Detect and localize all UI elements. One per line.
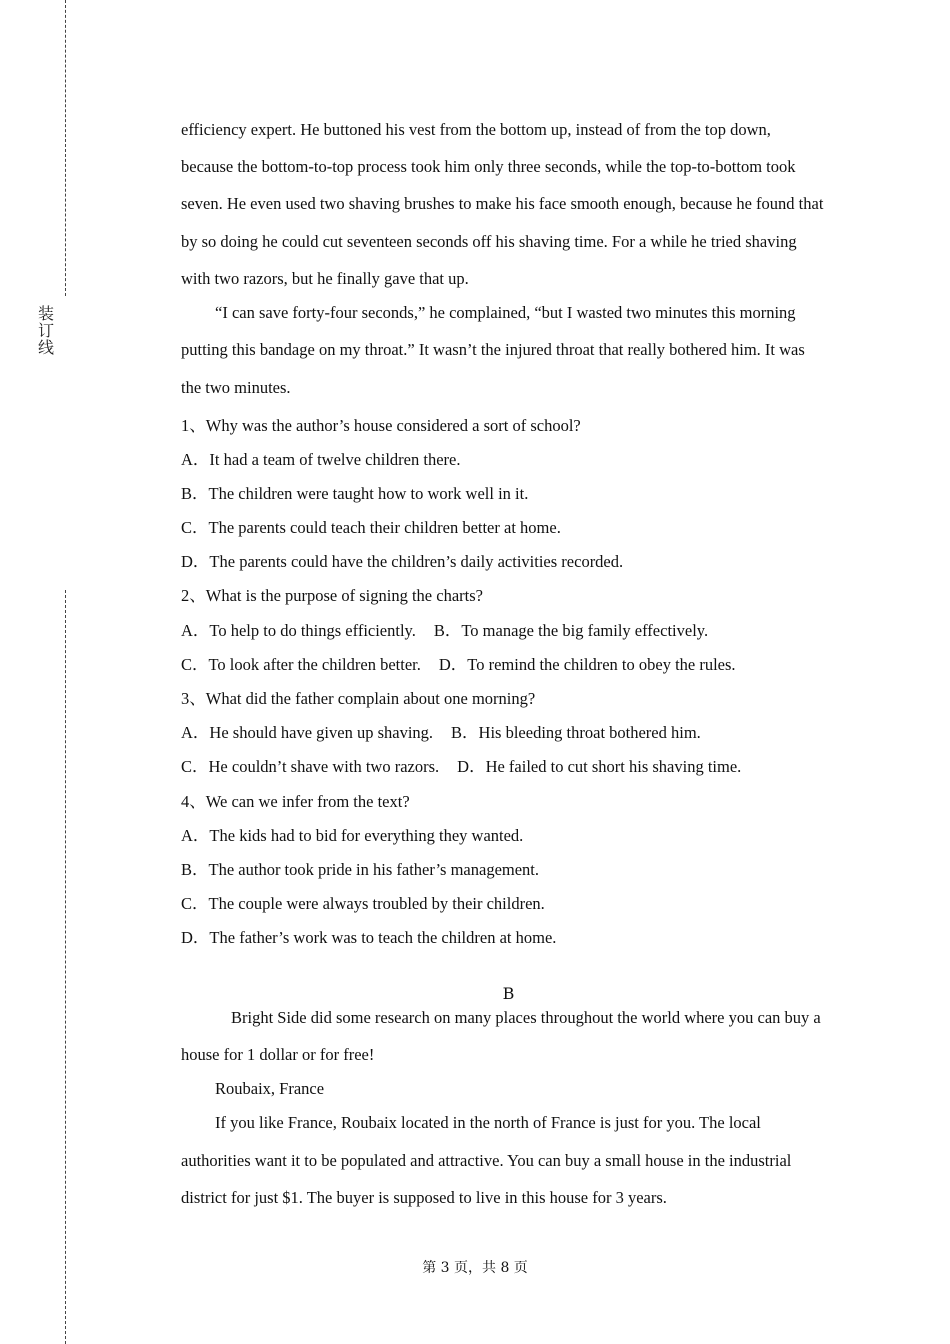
- passage-line: seven. He even used two shaving brushes to make his face smooth enough, because he found that: [181, 194, 824, 213]
- binding-line-top: [65, 0, 66, 296]
- question-1-option-a: A．It had a team of twelve children there.: [181, 450, 461, 469]
- binding-label-char: 订: [37, 321, 54, 340]
- passage-line: authorities want it to be populated and attractive. You can buy a small house in the industrial: [181, 1151, 792, 1170]
- passage-line: district for just $1. The buyer is supposed to live in this house for 3 years.: [181, 1188, 667, 1207]
- question-2-option-c: C．To look after the children better.: [181, 655, 421, 674]
- binding-label-char: 线: [37, 338, 54, 357]
- passage-line: If you like France, Roubaix located in the north of France is just for you. The local: [215, 1113, 761, 1132]
- page-number: 第 3 页，共 8 页: [422, 1260, 528, 1276]
- question-2-option-a: A．To help to do things efficiently.: [181, 621, 416, 640]
- question-3-options-cd: [181, 753, 741, 777]
- binding-line-bottom: [65, 590, 66, 1344]
- passage-line: because the bottom-to-top process took him only three seconds, while the top-to-bottom took: [181, 157, 796, 176]
- question-2-option-b: B．To manage the big family effectively.: [433, 621, 709, 640]
- question-2-options-ab: [181, 617, 708, 641]
- binding-label: [37, 305, 55, 356]
- question-2-stem: 2、What is the purpose of signing the charts?: [181, 586, 483, 605]
- question-2-options-cd: [181, 651, 736, 675]
- question-4-option-a: A．The kids had to bid for everything they wanted.: [181, 826, 524, 845]
- question-1-option-b: B．The children were taught how to work well in it.: [181, 484, 529, 503]
- passage-line: by so doing he could cut seventeen seconds off his shaving time. For a while he tried shaving: [181, 232, 797, 251]
- question-1-option-c: C．The parents could teach their children better at home.: [181, 518, 561, 537]
- passage-line: Bright Side did some research on many places throughout the world where you can buy a: [231, 1008, 821, 1027]
- binding-label-char: 装: [37, 304, 54, 323]
- question-4-option-c: C．The couple were always troubled by their children.: [181, 894, 545, 913]
- question-2-option-d: D．To remind the children to obey the rules.: [438, 655, 736, 674]
- question-3-option-c: C．He couldn’t shave with two razors.: [181, 757, 440, 776]
- question-4-option-b: B．The author took pride in his father’s management.: [181, 860, 540, 879]
- section-heading: B: [502, 984, 515, 1003]
- question-1-option-d: D．The parents could have the children’s daily activities recorded.: [181, 552, 624, 571]
- question-4-stem: 4、We can we infer from the text?: [181, 792, 410, 811]
- place-heading: Roubaix, France: [215, 1079, 325, 1098]
- question-1-stem: 1、Why was the author’s house considered a sort of school?: [181, 416, 581, 435]
- passage-line: “I can save forty-four seconds,” he complained, “but I wasted two minutes this morning: [215, 303, 796, 322]
- passage-line: house for 1 dollar or for free!: [181, 1045, 375, 1064]
- question-4-option-d: D．The father’s work was to teach the children at home.: [181, 928, 557, 947]
- passage-line: putting this bandage on my throat.” It wasn’t the injured throat that really bothered him. It was: [181, 340, 805, 359]
- question-3-option-d: D．He failed to cut short his shaving time.: [457, 757, 742, 776]
- question-3-options-ab: [181, 719, 701, 743]
- passage-line: the two minutes.: [181, 378, 291, 397]
- question-3-option-a: A．He should have given up shaving.: [181, 723, 434, 742]
- question-3-option-b: B．His bleeding throat bothered him.: [451, 723, 701, 742]
- passage-line: efficiency expert. He buttoned his vest from the bottom up, instead of from the top down,: [181, 120, 771, 139]
- passage-line: with two razors, but he finally gave that up.: [181, 269, 469, 288]
- question-3-stem: 3、What did the father complain about one morning?: [181, 689, 536, 708]
